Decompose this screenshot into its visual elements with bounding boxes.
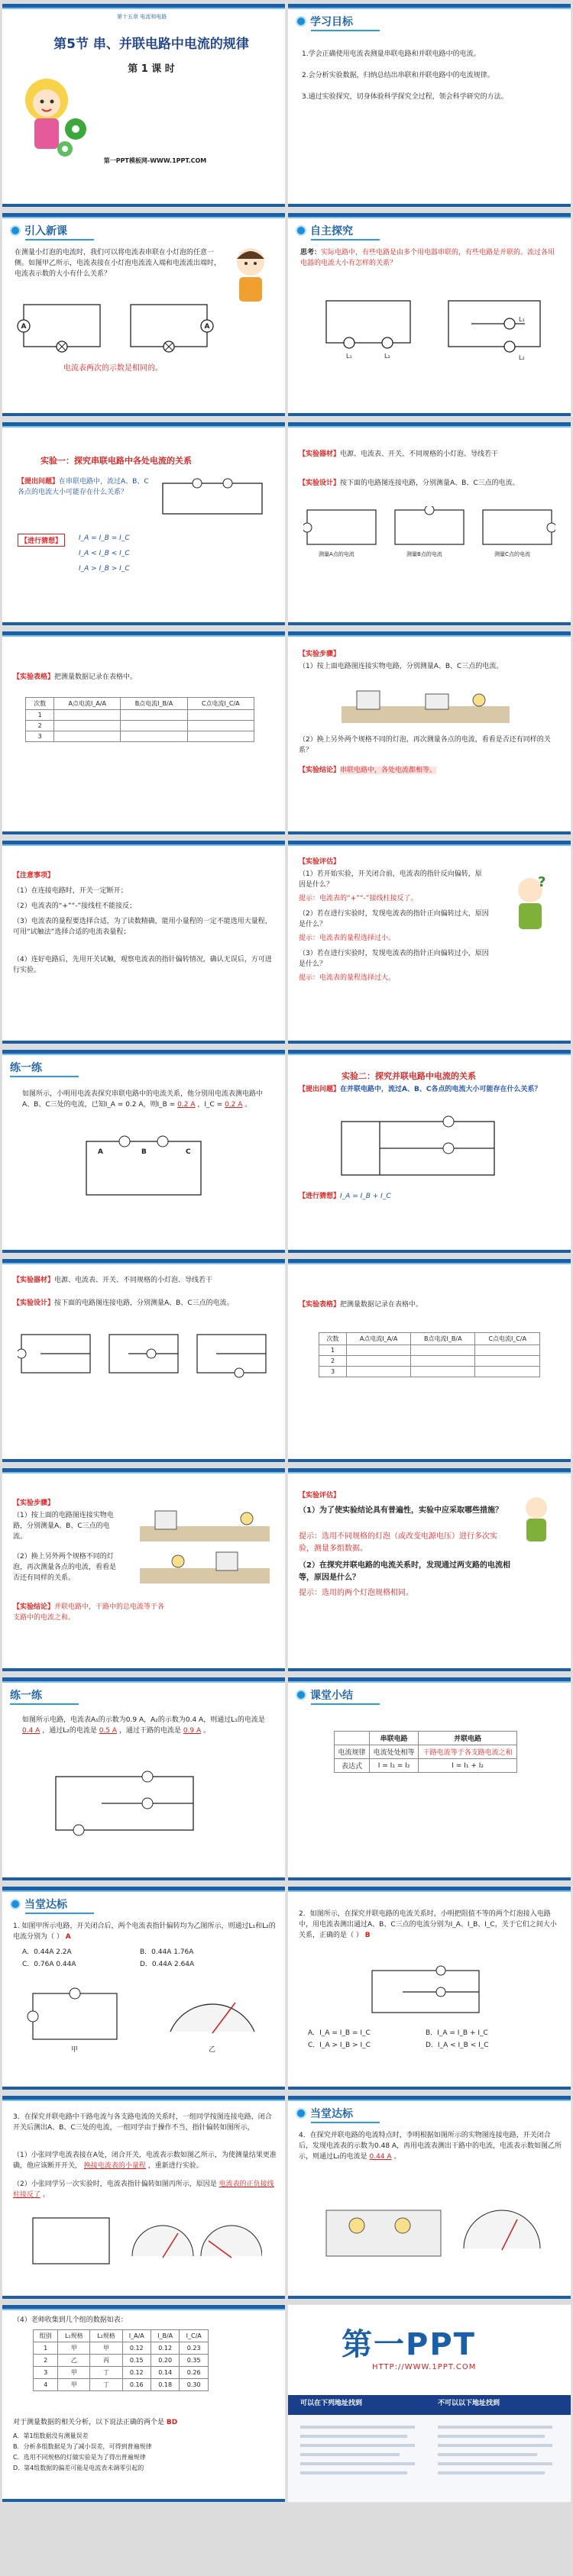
practice-text: ，I_C = (197, 1100, 223, 1109)
slide-design-1 (287, 421, 571, 626)
bullet-icon (10, 1899, 21, 1909)
guess-1: I_A = I_B = I_C (79, 534, 130, 542)
lamp-label: L₁ (346, 353, 352, 360)
slide-steps-2 (2, 1467, 286, 1672)
option-item: A．I_A = I_B = I_C (308, 2029, 371, 2037)
section-header: 引入新课 (10, 224, 67, 237)
option-item: B．分析多组数据是为了减小误差，可得到普遍规律 (13, 2443, 152, 2450)
ammeter-figures (25, 1986, 262, 2055)
question-text: 3．在探究并联电路中干路电流与各支路电流的关系时，一组同学按图连接电路，闭合开关后测出A、B、C三处的电流，一组同学由于操作不当，指针偏转如图所示， (13, 2113, 272, 2132)
option-item: C．I_A > I_B > I_C (308, 2042, 371, 2049)
table-row: 2 (319, 1356, 540, 1367)
question-text: ，重新进行实验。 (147, 2161, 203, 2170)
conclusion-text: 串联电路中，各处电流都相等。 (340, 767, 437, 774)
section-header: 练一练 (10, 1060, 42, 1074)
link-panel (288, 2395, 571, 2503)
circuit-caption: 测量A点的电流 (319, 551, 354, 557)
intro-text: 在测量小灯泡的电流时，我们可以将电流表串联在小灯泡的任意一侧。如图甲乙所示，电流表接在小灯泡电流流入端和电流流出端时，电流表示数的大小有什么关系？ (15, 249, 222, 278)
equipment-text: 电源、电流表、开关、不同规格的小灯泡、导线若干 (340, 450, 499, 458)
guess-tag: 【进行猜想】 (299, 1193, 341, 1200)
figure-label: 甲 (71, 2046, 79, 2054)
practice-text: 。 (244, 1100, 252, 1109)
parallel-circuit-diagram (334, 1114, 510, 1183)
note-item: （4）连好电路后，先用开关试触，观察电流表的指针偏转情况，确认无误后，方可进行实验。 (13, 956, 272, 974)
link-panel-heading: 不可以以下地址找到 (438, 2400, 500, 2407)
data-table: 次数 A点电流I_A/A B点电流I_B/A C点电流I_C/A 1 2 3 (319, 1332, 540, 1377)
answer-blank: 0.2 A (225, 1100, 243, 1109)
table-row: 1 (26, 710, 254, 721)
cartoon-boy-icon (224, 244, 277, 312)
thinking-figure-icon (510, 1491, 563, 1560)
slide-test-1 (2, 1886, 286, 2090)
svg-text:?: ? (538, 874, 546, 890)
note-item: （2）电流表的“+”“-”接线柱不能接反； (13, 902, 137, 910)
eval-question: （1）为了使实验结论具有普遍性，实验中应采取哪些措施？ (299, 1506, 503, 1515)
steps-tag: 【实验步骤】 (13, 1499, 55, 1507)
answer-letter: A (65, 1932, 71, 1941)
question-text: 。 (393, 2152, 401, 2161)
slide-summary (287, 1677, 571, 1881)
page-title: 第5节 串、并联电路中电流的规律 (53, 37, 249, 52)
slide-intro (2, 212, 286, 417)
notes-tag: 【注意事项】 (13, 872, 55, 880)
note-item: （3）电流表的量程要选择合适，为了读数精确，能用小量程的一定不能选用大量程，可用“试触法”选择合适的电流表量程； (13, 918, 272, 936)
svg-text:A: A (204, 323, 210, 331)
steps-tag: 【实验步骤】 (299, 650, 341, 658)
question-text: 。 (42, 2190, 50, 2199)
eval-hint: 提示：电流表的“+”“-”接线柱接反了。 (299, 895, 418, 902)
question-text: 1. 如图甲所示电路，开关闭合后，两个电流表指针偏转均为乙图所示，则通过L₁和L₂的电流分别为（ ） (13, 1922, 276, 1941)
slide-experiment-1 (2, 421, 286, 626)
step-text: （2）换上另外两个规格不同的灯泡，再次测量各点的电流，看看是否还有同样的关系。 (13, 1553, 117, 1582)
section-header: 课堂小结 (296, 1688, 353, 1702)
slide-test-2 (287, 1886, 571, 2090)
experiment-title: 实验一：探究串联电路中各处电流的关系 (40, 456, 192, 466)
table-row: 3 甲 丁 0.12 0.14 0.26 (34, 2367, 209, 2379)
table-row: 表达式 I = I₁ = I₂ I = I₁ + I₂ (335, 1759, 517, 1773)
svg-text:A: A (21, 323, 27, 331)
parallel-circuit-diagram (364, 1963, 487, 2024)
answer-blank: 0.4 A (22, 1726, 40, 1735)
answer-letter: BD (166, 2419, 178, 2426)
conclusion-tag: 【实验结论】 (299, 767, 341, 774)
ask-tag: 【提出问题】 (18, 478, 60, 486)
slide-table-1 (2, 631, 286, 835)
table-row: 2 (26, 721, 254, 731)
practice-text: ，通过干路的电流是 (118, 1726, 181, 1735)
series-circuit-diagram (79, 1134, 209, 1210)
question-text: （4）老师收集到几个组的数据如表： (13, 2316, 128, 2324)
question-text: （2）小张同学另一次实验时，电流表指针偏转如图丙所示，原因是 (13, 2181, 217, 2188)
record-text: 把测量数据记录在表格中。 (340, 1301, 423, 1309)
lamp-label: L₂ (384, 353, 390, 360)
slide-test-3 (2, 2095, 286, 2300)
eval-hint: 提示：选用的两个灯泡规格相同。 (299, 1589, 413, 1597)
slide-brand (287, 2304, 571, 2503)
eval-tag: 【实验评估】 (299, 858, 341, 866)
record-tag: 【实验表格】 (13, 673, 55, 681)
guess-tag: 【进行猜想】 (18, 534, 65, 547)
ask-text: 在串联电路中，流过A、B、C各点的电流大小可能存在什么关系？ (18, 478, 149, 496)
apparatus-photo-icon (334, 683, 517, 729)
experiment-title: 实验二：探究并联电路中电流的关系 (342, 1071, 476, 1081)
equipment-text: 电源、电流表、开关、不同规格的小灯泡、导线若干 (54, 1277, 213, 1284)
table-row: 4 甲 丁 0.16 0.18 0.30 (34, 2379, 209, 2391)
answer-blank: 0.5 A (99, 1726, 118, 1735)
question-text: （1）小张同学电流表接在A处，闭合开关，电流表示数如图乙所示，为使测量结果更准确，他应该断开开关， (13, 2152, 277, 2170)
section-header: 当堂达标 (296, 2106, 353, 2120)
slide-notes (2, 840, 286, 1044)
practice-text: 。 (203, 1726, 211, 1735)
guess-3: I_A > I_B > I_C (79, 565, 130, 573)
slide-evaluation-1 (287, 840, 571, 1044)
slide-steps-1 (287, 631, 571, 835)
equipment-tag: 【实验器材】 (299, 450, 341, 458)
lesson-label: 第 1 课 时 (128, 63, 175, 75)
slide-test-4 (287, 2095, 571, 2300)
ask-text: 在并联电路中，流过A、B、C各点的电流大小可能存在什么关系？ (340, 1086, 542, 1093)
table-row: 3 (319, 1367, 540, 1377)
conclusion-tag: 【实验结论】 (13, 1603, 55, 1611)
eval-question: （2）在探究并联电路的电流关系时，发现通过两支路的电流相等，原因是什么？ (299, 1561, 510, 1582)
answer-blank: 0.2 A (177, 1100, 196, 1109)
eval-question: （3）若在进行实验时，发现电流表的指针正向偏转过小，原因是什么？ (299, 950, 489, 968)
practice-text: 如图所示，小明用电流表探究串联电路中的电流关系，他分别用电流表测电路中A、B、C三处的电流，已知I_A = 0.2 A，则I_B = (22, 1090, 264, 1109)
table-row: 1 (319, 1345, 540, 1356)
equipment-tag: 【实验器材】 (13, 1277, 55, 1284)
slide-design-2 (2, 1258, 286, 1463)
question-text: 4．在探究并联电路的电流特点时，李明根据如图所示的实物图连接电路，开关闭合后，发现电流表的示数为0.48 A，再用电流表测出干路中的电流，电流表示数如图乙所示，则通过L₂的电流是 (299, 2132, 562, 2161)
table-row: 3 (26, 731, 254, 742)
objective-item: 1.学会正确使用电流表测量串联电路和并联电路中的电流。 (302, 50, 481, 58)
table-row: 2 乙 丙 0.15 0.20 0.35 (34, 2355, 209, 2367)
circuit-caption: 测量C点的电流 (494, 551, 530, 557)
question-text: 2．如图所示，在探究并联电路的电流关系时，小明把阻值不等的两个灯泡接入电路中，用电流表测出通过A、B、C三点的电流分别为I_A、I_B、I_C，关于它们之间大小关系，正确的是（ ） (299, 1910, 557, 1939)
record-tag: 【实验表格】 (299, 1301, 341, 1309)
answer-blank: 电流表的正负接线柱接反了 (13, 2181, 274, 2199)
option-item: B．0.44A 1.76A (140, 1948, 194, 1956)
slide-practice-2 (2, 1677, 286, 1881)
section-header: 当堂达标 (10, 1897, 67, 1911)
slide-test-5 (2, 2304, 286, 2503)
table-row: 电流规律 电流处处相等 干路电流等于各支路电流之和 (335, 1745, 517, 1759)
link-panel-heading: 可以在下列地址找到 (300, 2400, 363, 2407)
answer-blank: 0.44 A (369, 2152, 392, 2161)
cartoon-girl-icon (8, 69, 92, 169)
circuit-diagram (16, 297, 215, 358)
design-text: 按下面的电路图连接电路，分别测量A、B、C三点的电流。 (340, 479, 520, 487)
option-item: D．0.44A 2.64A (140, 1961, 195, 1968)
design-tag: 【实验设计】 (13, 1299, 55, 1307)
node-label: A (98, 1148, 103, 1156)
table-row: 1 甲 甲 0.12 0.12 0.23 (34, 2342, 209, 2355)
objective-item: 2.会分析实验数据，归纳总结出串联和并联电路中的电流规律。 (302, 72, 494, 79)
section-header: 练一练 (10, 1688, 42, 1702)
thinking-figure-icon (496, 871, 565, 940)
apparatus-photo-icon (319, 2187, 548, 2271)
option-item: D．I_A < I_B < I_C (426, 2042, 489, 2049)
answer-blank: 换接电流表的小量程 (83, 2161, 146, 2170)
guess-2: I_A < I_B < I_C (79, 550, 130, 557)
parallel-circuit-diagram (48, 1769, 201, 1845)
eval-hint: 提示：选用不同规格的灯泡（或改变电源电压）进行多次实验，测量多组数据。 (299, 1532, 497, 1553)
note-item: （1）在连接电路时，开关一定断开； (13, 887, 128, 895)
footer-text: 第一PPT模板网-WWW.1PPT.COM (103, 157, 207, 164)
guess-text: I_A = I_B + I_C (340, 1193, 391, 1200)
option-item: C．选用不同规格的灯做实验是为了得出普遍规律 (13, 2454, 146, 2461)
slide-objectives (287, 3, 571, 208)
eval-question: （1）若开始实验，开关闭合前，电流表的指针反向偏转，原因是什么？ (299, 870, 482, 889)
measurement-circuits (18, 1331, 270, 1384)
node-label: C (186, 1148, 191, 1156)
node-label: B (141, 1148, 147, 1156)
step-text: （2）换上另外两个规格不同的灯泡，再次测量各点的电流，看看是否还有同样的关系？ (299, 736, 551, 754)
chapter-kicker: 第十五章 电流和电路 (117, 14, 167, 20)
option-item: C．0.76A 0.44A (22, 1961, 76, 1968)
record-text: 把测量数据记录在表格中。 (54, 673, 138, 681)
option-item: D．第4组数据的偏差可能是电流表未调零引起的 (13, 2465, 144, 2471)
step-text: （1）按上面电路图连接实物电路，分别测量A、B、C三点的电流。 (299, 663, 503, 670)
circuit-caption: 测量B点的电流 (406, 551, 442, 557)
section-header: 学习目标 (296, 15, 353, 28)
data-table: 组别 L₁规格 L₂规格 I_A/A I_B/A I_C/A 1 甲 甲 0.12 0.12 0.23 2 乙 丙 0.15 0.20 0.35 3 甲 丁 0.12 0.14 0.26 4 甲 丁 0.16 0.18 0.30 (33, 2329, 209, 2391)
apparatus-photo-icon (132, 1496, 277, 1595)
series-parallel-diagram (319, 289, 548, 366)
slide-experiment-2 (287, 1049, 571, 1254)
conclusion-text: 并联电路中，干路中的总电流等于各支路中的电流之和。 (13, 1603, 165, 1622)
measurement-circuits (303, 506, 555, 560)
bullet-icon (296, 225, 306, 236)
bullet-icon (296, 1690, 306, 1700)
lamp-label: L₂ (519, 354, 525, 361)
answer-letter: B (364, 1931, 371, 1939)
answer-blank: 0.9 A (183, 1726, 202, 1735)
slide-explore (287, 212, 571, 417)
bullet-icon (10, 225, 21, 236)
practice-text: 如图所示电路，电流表A₁的示数为0.9 A，A₂的示数为0.4 A，则通过L₁的电流是 (22, 1716, 265, 1724)
design-tag: 【实验设计】 (299, 479, 341, 487)
slide-title (2, 3, 286, 208)
bullet-icon (296, 2108, 306, 2119)
brand-logo: 第一PPT (342, 2327, 476, 2362)
eval-hint: 提示：电流表的量程选择过大。 (299, 974, 396, 982)
lamp-label: L₁ (519, 316, 525, 323)
figure-label: 乙 (209, 2046, 216, 2054)
data-table: 次数 A点电流I_A/A B点电流I_B/A C点电流I_C/A 1 2 3 (25, 697, 254, 742)
brand-site: HTTP://WWW.1PPT.COM (372, 2363, 477, 2371)
slide-table-2 (287, 1258, 571, 1463)
slide-practice-1 (2, 1049, 286, 1254)
eval-hint: 提示：电流表的量程选择过小。 (299, 935, 396, 942)
ask-tag: 【提出问题】 (299, 1086, 341, 1093)
series-circuit-diagram (155, 476, 270, 521)
option-item: A．第1组数据没有测量误差 (13, 2432, 89, 2439)
summary-table: 串联电路 并联电路 电流规律 电流处处相等 干路电流等于各支路电流之和 表达式 I = I₁ = I₂ I = I₁ + I₂ (334, 1731, 517, 1773)
practice-text: ，通过L₂的电流是 (42, 1726, 97, 1735)
option-item: A．0.44A 2.2A (22, 1948, 72, 1956)
question-text: 对于测量数据的相关分析，以下说法正确的两个是 (13, 2419, 165, 2426)
eval-question: （2）若在进行实验时，发现电流表的指针正向偏转过大，原因是什么？ (299, 910, 489, 928)
bullet-icon (296, 16, 306, 27)
ammeter-figures (25, 2210, 262, 2279)
answer-caption: 电流表两次的示数是相同的。 (63, 364, 163, 373)
objective-item: 3.通过实验探究，切身体验科学探究全过程，领会科学研究的方法。 (302, 93, 508, 101)
eval-tag: 【实验评估】 (299, 1492, 341, 1499)
slide-evaluation-2 (287, 1467, 571, 1672)
think-question: 实际电路中，有些电路是由多个用电器串联的，有些电路是并联的。流过各用电器的电流大小有怎样的关系？ (300, 249, 555, 267)
step-text: （1）按上面的电路图连接实物电路，分别测量A、B、C三点的电流。 (13, 1512, 114, 1541)
think-label: 思考： (300, 249, 322, 257)
section-header: 自主探究 (296, 224, 353, 237)
design-text: 按下面的电路图连接电路，分别测量A、B、C三点的电流。 (54, 1299, 234, 1307)
option-item: B．I_A = I_B + I_C (426, 2029, 488, 2037)
